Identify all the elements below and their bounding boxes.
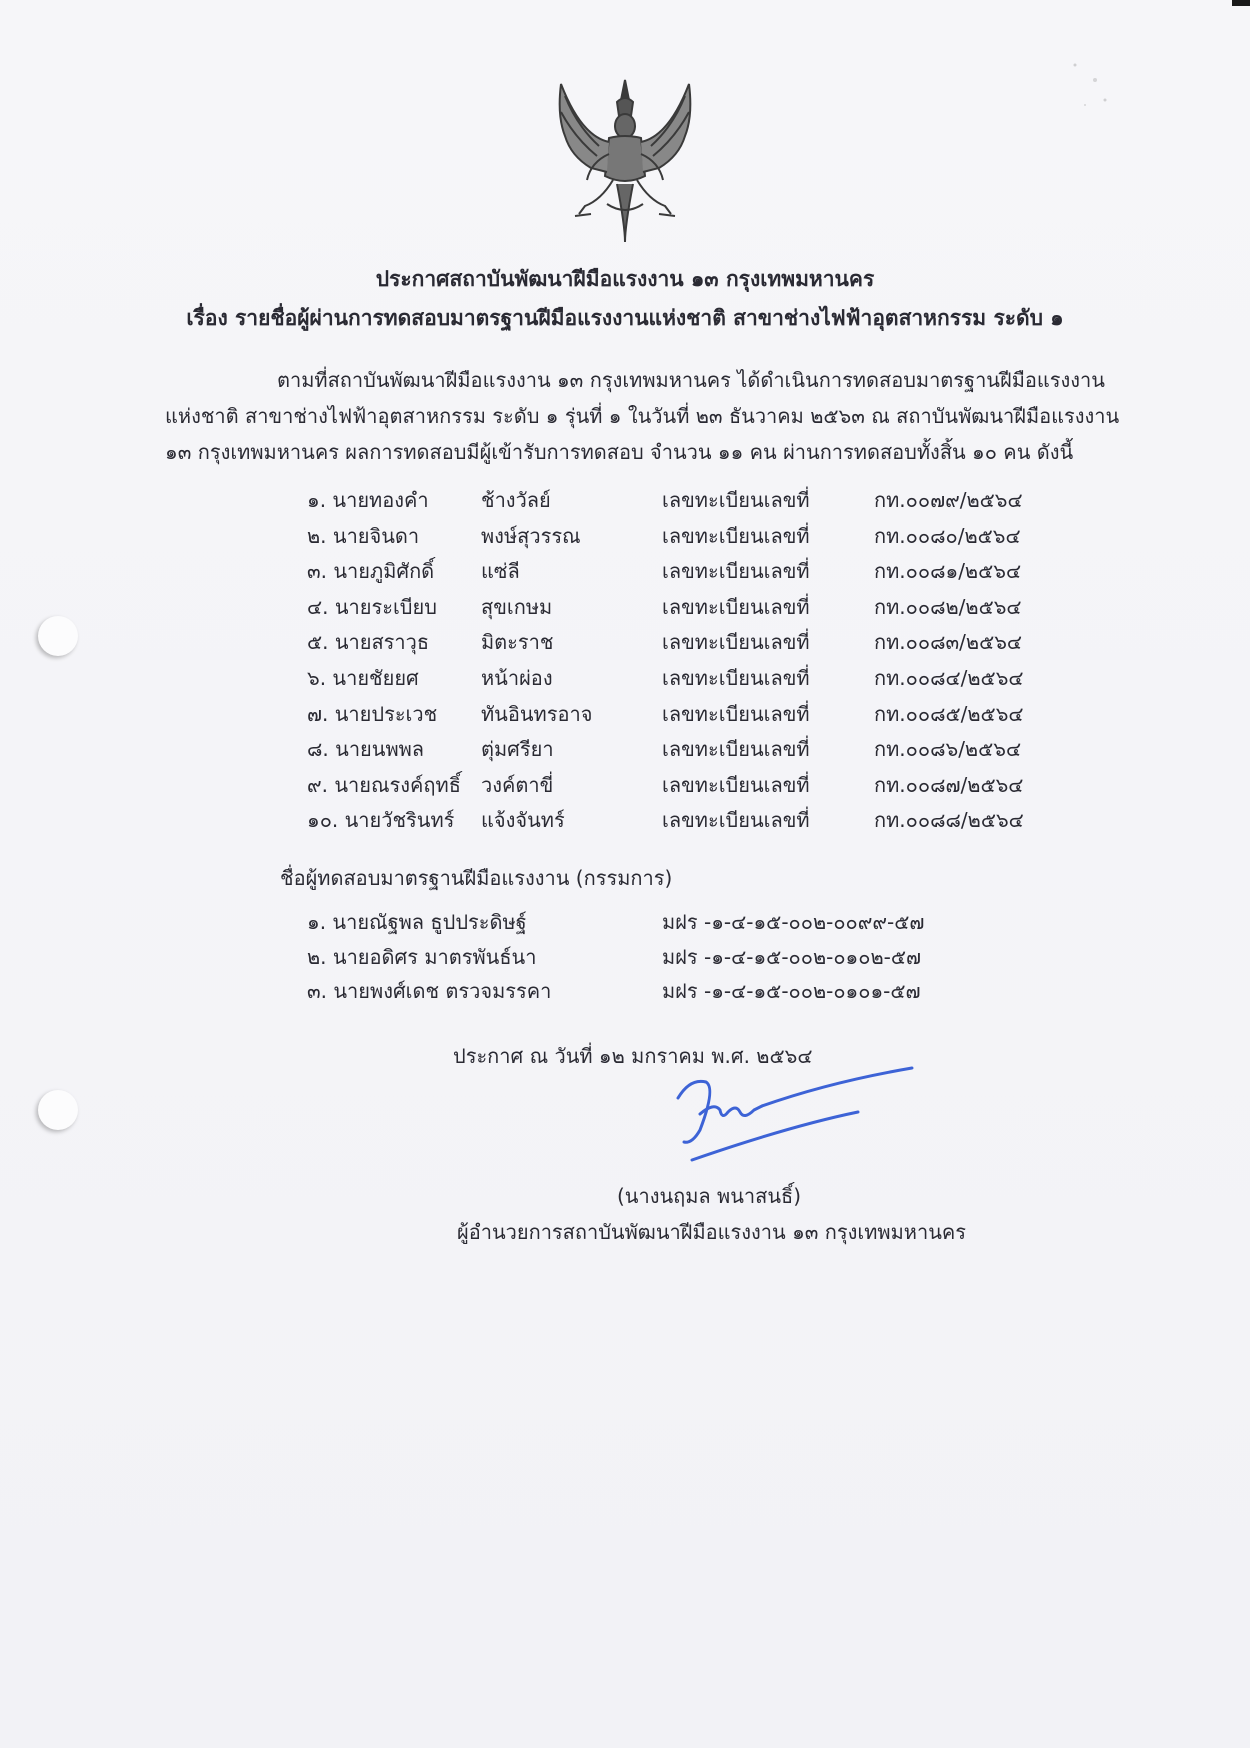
- registration-label: เลขทะเบียนเลขที่: [662, 488, 810, 512]
- candidate-name: ๙. นายณรงค์ฤทธิ์: [307, 772, 461, 797]
- registration-label: เลขทะเบียนเลขที่: [662, 701, 810, 726]
- list-item: [307, 591, 1067, 627]
- candidate-surname: แจ้งจันทร์: [481, 808, 565, 833]
- announcement-title: ประกาศสถาบันพัฒนาฝีมือแรงงาน ๑๓ กรุงเทพมหานคร: [375, 267, 875, 291]
- candidate-name: ๘. นายนพพล: [307, 737, 425, 762]
- signer-title: ผู้อำนวยการสถาบันพัฒนาฝีมือแรงงาน ๑๓ กรุงเทพมหานคร: [457, 1220, 967, 1244]
- committee-list: [307, 906, 1007, 1010]
- list-item: [307, 941, 1007, 976]
- list-item: [307, 804, 1067, 840]
- candidate-surname: ทันอินทรอาจ: [481, 701, 593, 726]
- candidate-surname: วงค์ตาขี่: [481, 772, 554, 797]
- registration-code: กท.๐๐๘๕/๒๕๖๔: [874, 701, 1024, 726]
- registration-code: กท.๐๐๘๗/๒๕๖๔: [874, 772, 1024, 797]
- list-item: [307, 906, 1007, 941]
- registration-label: เลขทะเบียนเลขที่: [662, 737, 810, 762]
- candidate-name: ๒. นายจินดา: [307, 523, 420, 548]
- committee-member-name: ๑. นายณัฐพล ธูปประดิษฐ์: [307, 910, 527, 934]
- registration-code: กท.๐๐๘๒/๒๕๖๔: [874, 594, 1022, 619]
- registration-label: เลขทะเบียนเลขที่: [662, 665, 810, 690]
- registration-code: กท.๐๐๘๐/๒๕๖๔: [874, 523, 1021, 548]
- registration-label: เลขทะเบียนเลขที่: [662, 772, 810, 797]
- scan-edge-mark: [1232, 0, 1250, 6]
- committee-member-name: ๓. นายพงศ์เดช ตรวจมรรคา: [307, 979, 552, 1003]
- registration-code: กท.๐๐๗๙/๒๕๖๔: [874, 488, 1023, 512]
- committee-member-name: ๒. นายอดิศร มาตรพันธ์นา: [307, 944, 537, 969]
- registration-code: กท.๐๐๘๓/๒๕๖๔: [874, 630, 1023, 655]
- candidate-name: ๑๐. นายวัชรินทร์: [307, 808, 455, 833]
- registration-code: กท.๐๐๘๘/๒๕๖๔: [874, 808, 1024, 833]
- candidate-name: ๕. นายสราวุธ: [307, 630, 430, 655]
- punch-hole-bottom: [38, 1090, 78, 1130]
- announcement-date: ประกาศ ณ วันที่ ๑๒ มกราคม พ.ศ. ๒๕๖๔: [453, 1044, 813, 1068]
- list-item: [307, 626, 1067, 662]
- candidate-name: ๖. นายชัยยศ: [307, 665, 419, 690]
- registration-label: เลขทะเบียนเลขที่: [662, 523, 810, 548]
- announcement-subject: เรื่อง รายชื่อผู้ผ่านการทดสอบมาตรฐานฝีมือแรงงานแห่งชาติ สาขาช่างไฟฟ้าอุตสาหกรรม ระดับ ๑: [186, 306, 1064, 330]
- committee-heading: ชื่อผู้ทดสอบมาตรฐานฝีมือแรงงาน (กรรมการ): [280, 866, 673, 890]
- candidate-name: ๓. นายภูมิศักดิ์: [307, 559, 435, 584]
- body-line-2: แห่งชาติ สาขาช่างไฟฟ้าอุตสาหกรรม ระดับ ๑ รุ่นที่ ๑ ในวันที่ ๒๓ ธันวาคม ๒๕๖๓ ณ สถาบันพัฒนาฝีมือแรงงาน: [165, 404, 1120, 428]
- candidate-surname: มิตะราช: [481, 630, 554, 655]
- registration-label: เลขทะเบียนเลขที่: [662, 808, 810, 833]
- passed-candidate-list: [307, 484, 1067, 840]
- candidate-surname: ช้างวัลย์: [481, 488, 551, 512]
- list-item: [307, 733, 1067, 769]
- registration-code: กท.๐๐๘๔/๒๕๖๔: [874, 665, 1024, 690]
- list-item: [307, 555, 1067, 591]
- committee-member-id: มฝร -๑-๔-๑๕-๐๐๒-๐๐๙๙-๕๗: [662, 910, 925, 934]
- registration-code: กท.๐๐๘๖/๒๕๖๔: [874, 737, 1022, 762]
- list-item: [307, 662, 1067, 698]
- registration-label: เลขทะเบียนเลขที่: [662, 630, 810, 655]
- list-item: [307, 520, 1067, 556]
- candidate-name: ๑. นายทองคำ: [307, 488, 429, 512]
- list-item: [307, 484, 1067, 520]
- signer-name: (นางนฤมล พนาสนธิ์): [617, 1184, 802, 1208]
- signature-icon: [670, 1060, 920, 1175]
- candidate-name: ๗. นายประเวช: [307, 701, 438, 726]
- list-item: [307, 975, 1007, 1010]
- candidate-surname: พงษ์สุวรรณ: [481, 523, 581, 548]
- body-line-3: ๑๓ กรุงเทพมหานคร ผลการทดสอบมีผู้เข้ารับการทดสอบ จำนวน ๑๑ คน ผ่านการทดสอบทั้งสิ้น ๑๐ คน ดังนี้: [165, 440, 1074, 464]
- candidate-surname: แซ่ลี: [481, 559, 520, 584]
- list-item: [307, 769, 1067, 805]
- garuda-emblem-icon: [551, 76, 699, 246]
- candidate-surname: ตุ่มศรียา: [481, 737, 554, 762]
- registration-code: กท.๐๐๘๑/๒๕๖๔: [874, 559, 1022, 584]
- candidate-surname: หน้าผ่อง: [481, 665, 553, 690]
- candidate-name: ๔. นายระเบียบ: [307, 594, 437, 619]
- committee-member-id: มฝร -๑-๔-๑๕-๐๐๒-๐๑๐๑-๕๗: [662, 979, 921, 1003]
- body-line-1: ตามที่สถาบันพัฒนาฝีมือแรงงาน ๑๓ กรุงเทพมหานคร ได้ดำเนินการทดสอบมาตรฐานฝีมือแรงงาน: [277, 368, 1105, 392]
- scan-specks: [1065, 55, 1115, 115]
- candidate-surname: สุขเกษม: [481, 594, 553, 619]
- registration-label: เลขทะเบียนเลขที่: [662, 594, 810, 619]
- committee-member-id: มฝร -๑-๔-๑๕-๐๐๒-๐๑๐๒-๕๗: [662, 944, 922, 969]
- registration-label: เลขทะเบียนเลขที่: [662, 559, 810, 584]
- punch-hole-top: [38, 616, 78, 656]
- list-item: [307, 698, 1067, 734]
